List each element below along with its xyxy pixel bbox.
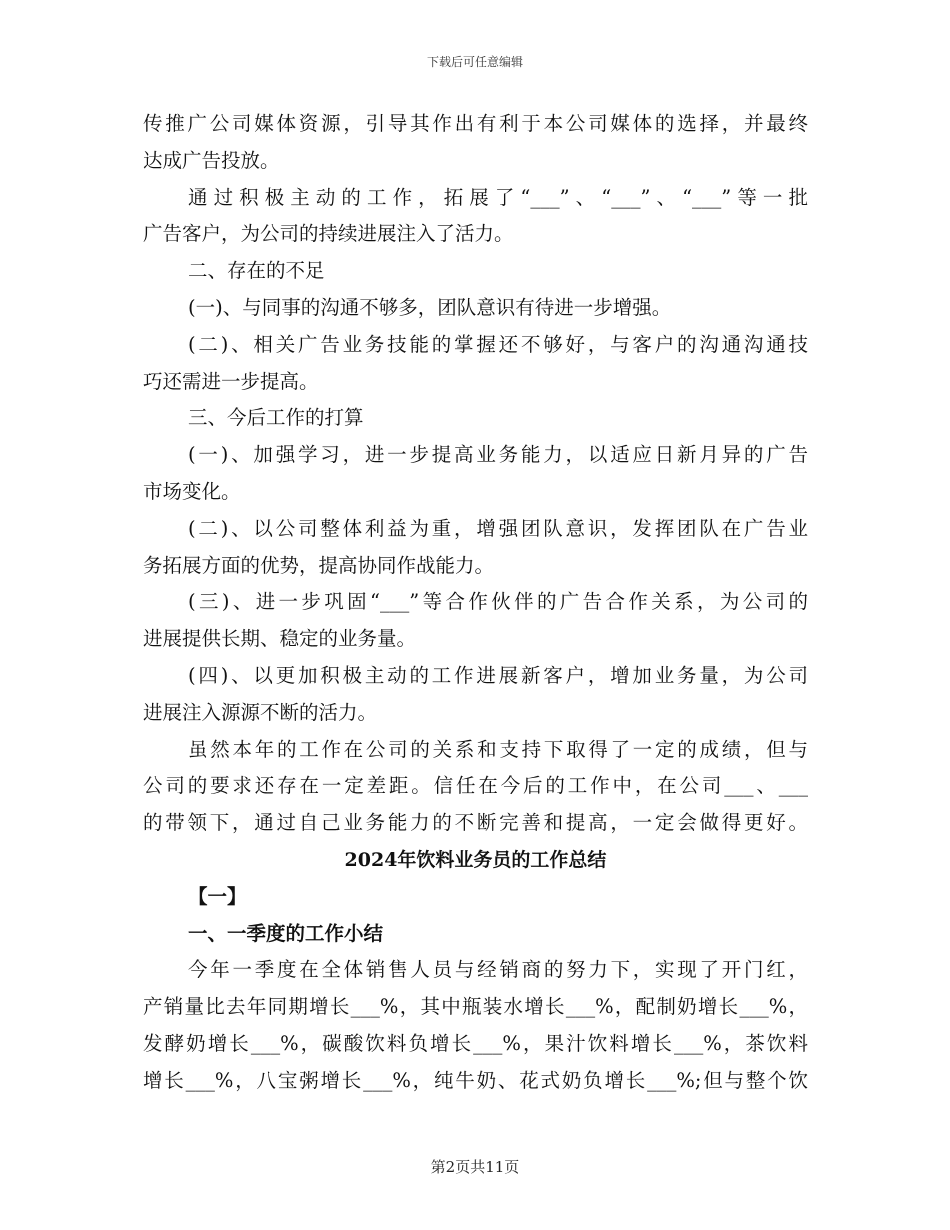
- text-line: (一)、与同事的沟通不够多，团队意识有待进一步增强。: [188, 295, 672, 319]
- text-line: 增长___%，八宝粥增长___%，纯牛奶、花式奶负增长___%;但与整个饮: [143, 1068, 808, 1092]
- section-heading: 三、今后工作的打算: [188, 406, 364, 430]
- page-header: 下载后可任意编辑: [426, 55, 523, 69]
- text-line: 发酵奶增长___%，碳酸饮料负增长___%，果汁饮料增长___%，茶饮料: [143, 1031, 808, 1055]
- text-line: 传推广公司媒体资源，引导其作出有利于本公司媒体的选择，并最终: [143, 112, 808, 135]
- text-line: 进展提供长期、稳定的业务量。: [143, 627, 417, 651]
- document-body: [143, 106, 808, 1100]
- text-line: 的带领下，通过自己业务能力的不断完善和提高，一定会做得更好。: [143, 811, 808, 835]
- section-heading: 二、存在的不足: [188, 259, 325, 283]
- text-line: 今年一季度在全体销售人员与经销商的努力下，实现了开门红，: [188, 958, 808, 982]
- subsection-heading: 一、一季度的工作小结: [188, 921, 384, 945]
- text-line: 务拓展方面的优势，提高协同作战能力。: [143, 553, 495, 577]
- text-line: 通过积极主动的工作，拓展了“___”、“___”、“___”等一批: [188, 185, 808, 209]
- text-line: (三)、进一步巩固“___”等合作伙伴的广告合作关系，为公司的: [188, 590, 808, 614]
- text-line: (二)、以公司整体利益为重，增强团队意识，发挥团队在广告业: [188, 516, 808, 540]
- text-line: 虽然本年的工作在公司的关系和支持下取得了一定的成绩，但与: [188, 737, 808, 761]
- text-line: 巧还需进一步提高。: [143, 369, 319, 393]
- section-marker: 【一】: [188, 884, 247, 908]
- page-footer: 第2页共11页: [430, 1158, 520, 1176]
- text-line: 公司的要求还存在一定差距。信任在今后的工作中，在公司___、___: [143, 774, 808, 798]
- text-line: (二)、相关广告业务技能的掌握还不够好，与客户的沟通沟通技: [188, 332, 808, 356]
- text-line: 达成广告投放。: [143, 148, 280, 172]
- text-line: (四)、以更加积极主动的工作进展新客户，增加业务量，为公司: [188, 663, 808, 687]
- text-line: 广告客户，为公司的持续进展注入了活力。: [143, 222, 514, 246]
- text-line: 市场变化。: [143, 479, 241, 503]
- text-line: 产销量比去年同期增长___%，其中瓶装水增长___%，配制奶增长___%，: [143, 995, 808, 1019]
- document-title: 2024年饮料业务员的工作总结: [344, 848, 607, 871]
- text-line: (一)、加强学习，进一步提高业务能力，以适应日新月异的广告: [188, 443, 808, 467]
- text-line: 进展注入源源不断的活力。: [143, 700, 378, 724]
